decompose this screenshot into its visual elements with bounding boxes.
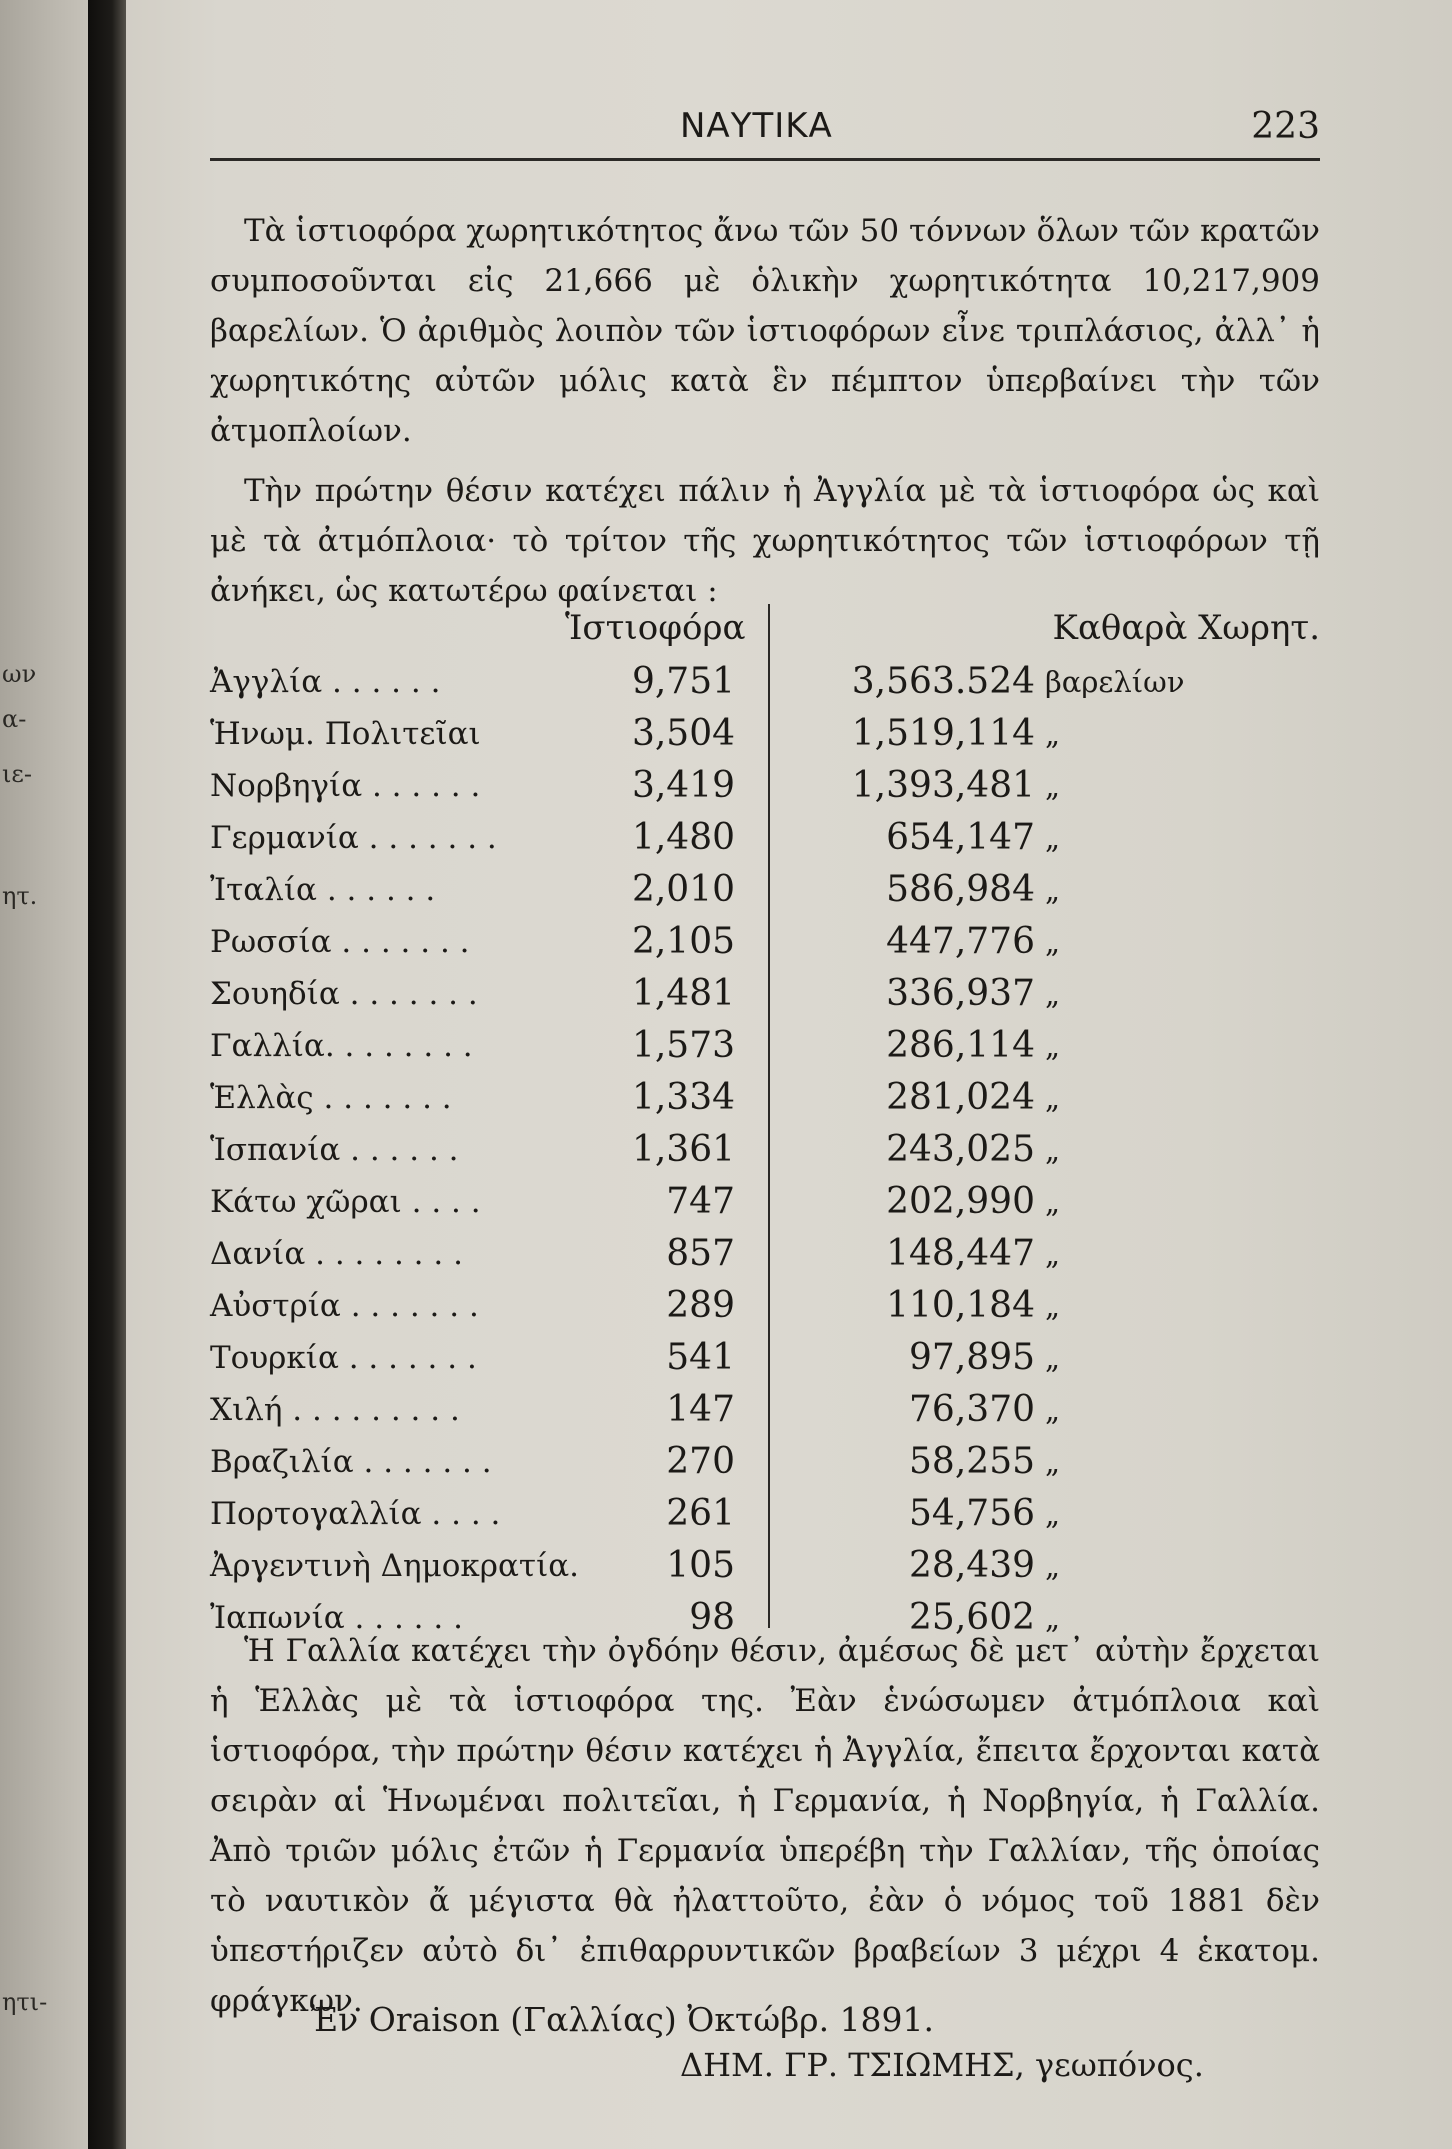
unit-cell: „ xyxy=(1045,1393,1061,1427)
unit-cell: „ xyxy=(1045,1237,1061,1271)
sailing-ships-table xyxy=(210,604,1320,1644)
country-cell: Ἡνωμ. Πολιτεῖαι xyxy=(210,716,481,752)
previous-page-fragment: ητ. xyxy=(2,882,38,910)
net-tonnage-cell: 148,447 xyxy=(886,1233,1035,1274)
sailing-ships-cell: 1,361 xyxy=(631,1129,735,1170)
sailing-ships-cell: 1,480 xyxy=(631,817,735,858)
net-tonnage-cell: 25,602 xyxy=(909,1597,1035,1638)
sailing-ships-cell: 9,751 xyxy=(631,661,735,702)
previous-page-fragment: α- xyxy=(2,705,27,733)
table-row xyxy=(210,1436,1320,1488)
sailing-ships-cell: 98 xyxy=(689,1597,735,1638)
net-tonnage-cell: 447,776 xyxy=(886,921,1035,962)
country-cell: Βραζιλία . . . . . . . xyxy=(210,1444,492,1480)
unit-cell: „ xyxy=(1045,821,1061,855)
sailing-ships-cell: 3,504 xyxy=(631,713,735,754)
sailing-ships-cell: 541 xyxy=(666,1337,735,1378)
country-cell: Τουρκία . . . . . . . xyxy=(210,1340,477,1376)
net-tonnage-cell: 336,937 xyxy=(886,973,1035,1014)
page-header xyxy=(210,106,1320,156)
table-row xyxy=(210,1384,1320,1436)
net-tonnage-cell: 202,990 xyxy=(886,1181,1035,1222)
net-tonnage-cell: 286,114 xyxy=(886,1025,1035,1066)
table-row xyxy=(210,1072,1320,1124)
net-tonnage-cell: 654,147 xyxy=(886,817,1035,858)
country-cell: Κάτω χῶραι . . . . xyxy=(210,1184,481,1220)
table-row xyxy=(210,708,1320,760)
sailing-ships-cell: 2,010 xyxy=(631,869,735,910)
sailing-ships-cell: 1,573 xyxy=(631,1025,735,1066)
unit-cell: „ xyxy=(1045,717,1061,751)
unit-cell: „ xyxy=(1045,769,1061,803)
table-row xyxy=(210,916,1320,968)
country-cell: Ἰταλία . . . . . . xyxy=(210,872,436,908)
unit-cell: „ xyxy=(1045,1081,1061,1115)
country-cell: Αὐστρία . . . . . . . xyxy=(210,1288,479,1324)
country-cell: Δανία . . . . . . . . xyxy=(210,1236,463,1272)
net-tonnage-cell: 281,024 xyxy=(886,1077,1035,1118)
net-tonnage-cell: 1,519,114 xyxy=(851,713,1035,754)
unit-cell: „ xyxy=(1045,1549,1061,1583)
unit-cell: „ xyxy=(1045,1445,1061,1479)
table-row xyxy=(210,760,1320,812)
unit-cell: „ xyxy=(1045,1185,1061,1219)
country-cell: Ἰαπωνία . . . . . . xyxy=(210,1600,463,1636)
previous-page-fragment: ιε- xyxy=(2,760,32,788)
column-header-net-tonnage: Καθαρὰ Χωρητ. xyxy=(1052,608,1320,648)
table-header xyxy=(210,604,1320,656)
sailing-ships-cell: 747 xyxy=(666,1181,735,1222)
sailing-ships-cell: 270 xyxy=(666,1441,735,1482)
previous-page-fragment: ητι- xyxy=(2,1988,48,2016)
net-tonnage-cell: 76,370 xyxy=(909,1389,1035,1430)
table-row xyxy=(210,968,1320,1020)
table-row xyxy=(210,1280,1320,1332)
sailing-ships-cell: 3,419 xyxy=(631,765,735,806)
author-signature: ΔΗΜ. ΓΡ. ΤΣΙΩΜΗΣ, γεωπόνος. xyxy=(680,2046,1204,2084)
table-row xyxy=(210,1228,1320,1280)
unit-cell: βαρελίων xyxy=(1045,665,1185,699)
country-cell: Ἱσπανία . . . . . . xyxy=(210,1132,459,1168)
table-row xyxy=(210,1124,1320,1176)
sailing-ships-cell: 289 xyxy=(666,1285,735,1326)
unit-cell: „ xyxy=(1045,1497,1061,1531)
unit-cell: „ xyxy=(1045,1029,1061,1063)
header-rule xyxy=(210,158,1320,161)
sailing-ships-cell: 1,334 xyxy=(631,1077,735,1118)
previous-page-edge xyxy=(0,0,88,2149)
country-cell: Νορβηγία . . . . . . xyxy=(210,768,481,804)
unit-cell: „ xyxy=(1045,1133,1061,1167)
place-and-date: Ἐν Oraison (Γαλλίας) Ὀκτώβρ. 1891. xyxy=(310,2000,935,2039)
table-row xyxy=(210,812,1320,864)
sailing-ships-cell: 105 xyxy=(666,1545,735,1586)
table-body xyxy=(210,656,1320,1644)
unit-cell: „ xyxy=(1045,1341,1061,1375)
unit-cell: „ xyxy=(1045,1601,1061,1635)
country-cell: Ἑλλὰς . . . . . . . xyxy=(210,1080,452,1116)
table-row xyxy=(210,1020,1320,1072)
paragraph-sailing-totals: Τὰ ἱστιοφόρα χωρητικότητος ἄνω τῶν 50 τόννων ὅλων τῶν κρατῶν συμποσοῦνται εἰς 21,666 μὲ ὁλικὴν χωρητικότητα 10,217,909 βαρελίων. Ὁ ἀριθμὸς λοιπὸν τῶν ἱστιοφόρων εἶνε τριπλάσιος, ἀλλ᾽ ἡ χωρητικότης αὐτῶν μόλις κατὰ ἓν πέμπτον ὑπερβαίνει τὴν τῶν ἀτμοπλοίων. xyxy=(210,213,1320,449)
country-cell: Ἀγγλία . . . . . . xyxy=(210,664,441,700)
country-cell: Γαλλία. . . . . . . . xyxy=(210,1028,473,1064)
country-cell: Γερμανία . . . . . . . xyxy=(210,820,497,856)
net-tonnage-cell: 243,025 xyxy=(886,1129,1035,1170)
net-tonnage-cell: 58,255 xyxy=(909,1441,1035,1482)
book-gutter-shadow xyxy=(88,0,126,2149)
country-cell: Πορτογαλλία . . . . xyxy=(210,1496,501,1532)
table-row xyxy=(210,864,1320,916)
book-page xyxy=(210,96,1330,2096)
country-cell: Ρωσσία . . . . . . . xyxy=(210,924,470,960)
net-tonnage-cell: 28,439 xyxy=(909,1545,1035,1586)
table-row xyxy=(210,1176,1320,1228)
table-row xyxy=(210,1540,1320,1592)
paragraph-france-eighth: Ἡ Γαλλία κατέχει τὴν ὀγδόην θέσιν, ἀμέσως δὲ μετ᾽ αὐτὴν ἔρχεται ἡ Ἑλλὰς μὲ τὰ ἱστιοφόρα της. Ἐὰν ἑνώσωμεν ἀτμόπλοια καὶ ἱστιοφόρα, τὴν πρώτην θέσιν κατέχει ἡ Ἀγγλία, ἔπειτα ἔρχονται κατὰ σειρὰν αἱ Ἡνωμέναι πολιτεῖαι, ἡ Γερμανία, ἡ Νορβηγία, ἡ Γαλλία. Ἀπὸ τριῶν μόλις ἐτῶν ἡ Γερμανία ὑπερέβη τὴν Γαλλίαν, τῆς ὁποίας τὸ ναυτικὸν ἄ μέγιστα θὰ ἠλαττοῦτο, ἐὰν ὁ νόμος τοῦ 1881 δὲν ὑπεστήριζεν αὐτὸ δι᾽ ἐπιθαρρυντικῶν βραβείων 3 μέχρι 4 ἑκατομ. φράγκων. xyxy=(210,1633,1320,2019)
country-cell: Σουηδία . . . . . . . xyxy=(210,976,478,1012)
sailing-ships-cell: 147 xyxy=(666,1389,735,1430)
sailing-ships-cell: 857 xyxy=(666,1233,735,1274)
previous-page-fragment: ων xyxy=(2,660,37,688)
table-row xyxy=(210,1488,1320,1540)
running-title: ΝΑΥΤΙΚΑ xyxy=(680,106,833,146)
unit-cell: „ xyxy=(1045,925,1061,959)
net-tonnage-cell: 54,756 xyxy=(909,1493,1035,1534)
unit-cell: „ xyxy=(1045,1289,1061,1323)
unit-cell: „ xyxy=(1045,977,1061,1011)
net-tonnage-cell: 586,984 xyxy=(886,869,1035,910)
net-tonnage-cell: 97,895 xyxy=(909,1337,1035,1378)
paragraph-england-first: Τὴν πρώτην θέσιν κατέχει πάλιν ἡ Ἀγγλία μὲ τὰ ἱστιοφόρα ὡς καὶ μὲ τὰ ἀτμόπλοια· τὸ τρίτον τῆς χωρητικότητος τῶν ἱστιοφόρων τῇ ἀνήκει, ὡς κατωτέρω φαίνεται : xyxy=(210,473,1320,609)
table-row xyxy=(210,656,1320,708)
sailing-ships-cell: 261 xyxy=(666,1493,735,1534)
net-tonnage-cell: 3,563.524 xyxy=(851,661,1035,702)
country-cell: Ἀργεντινὴ Δημοκρατία. xyxy=(210,1548,580,1584)
sailing-ships-cell: 1,481 xyxy=(631,973,735,1014)
page-number: 223 xyxy=(1251,106,1320,147)
column-header-sailing-ships: Ἱστιοφόρα xyxy=(565,608,746,648)
net-tonnage-cell: 110,184 xyxy=(886,1285,1035,1326)
unit-cell: „ xyxy=(1045,873,1061,907)
table-row xyxy=(210,1332,1320,1384)
sailing-ships-cell: 2,105 xyxy=(631,921,735,962)
net-tonnage-cell: 1,393,481 xyxy=(851,765,1035,806)
country-cell: Χιλή . . . . . . . . . xyxy=(210,1392,460,1428)
